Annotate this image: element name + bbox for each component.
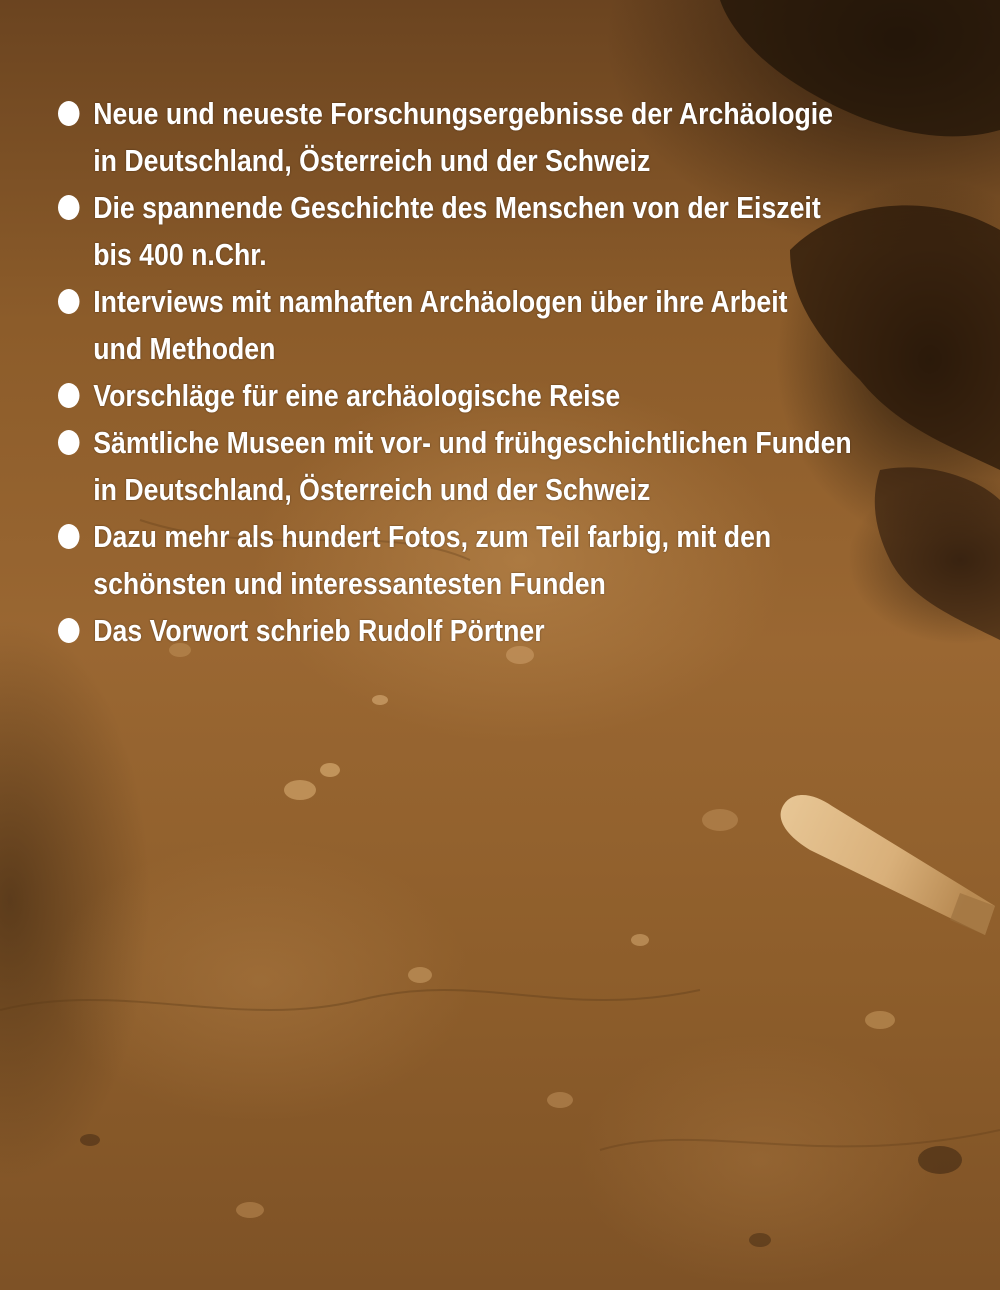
bullet-dot-icon [58, 430, 80, 455]
feature-text: Die spannende Geschichte des Menschen von der Eiszeit bis 400 n.Chr. [93, 190, 821, 272]
bullet-dot-icon [58, 195, 80, 220]
bullet-dot-icon [58, 524, 80, 549]
feature-item-foreword [58, 607, 1000, 654]
feature-item-interviews [58, 278, 1000, 372]
feature-item-museums [58, 419, 1000, 513]
bullet-dot-icon [58, 101, 80, 126]
feature-text: Neue und neueste Forschungsergebnisse der Archäologie in Deutschland, Österreich und der Schweiz [93, 96, 834, 178]
feature-text: Interviews mit namhaften Archäologen über ihre Arbeit und Methoden [93, 284, 788, 366]
bullet-dot-icon [58, 289, 80, 314]
feature-item-history [58, 184, 1000, 278]
feature-text: Vorschläge für eine archäologische Reise [93, 378, 621, 413]
feature-item-photos [58, 513, 1000, 607]
feature-item-travel [58, 372, 1000, 419]
feature-item-research [58, 90, 1000, 184]
feature-text: Sämtliche Museen mit vor- und frühgeschichtlichen Funden in Deutschland, Österreich und der Schweiz [93, 425, 852, 507]
feature-text: Dazu mehr als hundert Fotos, zum Teil farbig, mit den schönsten und interessantesten Funden [93, 519, 772, 601]
feature-text: Das Vorwort schrieb Rudolf Pörtner [93, 613, 545, 648]
bullet-dot-icon [58, 383, 80, 408]
feature-list [58, 90, 978, 654]
bullet-dot-icon [58, 618, 80, 643]
